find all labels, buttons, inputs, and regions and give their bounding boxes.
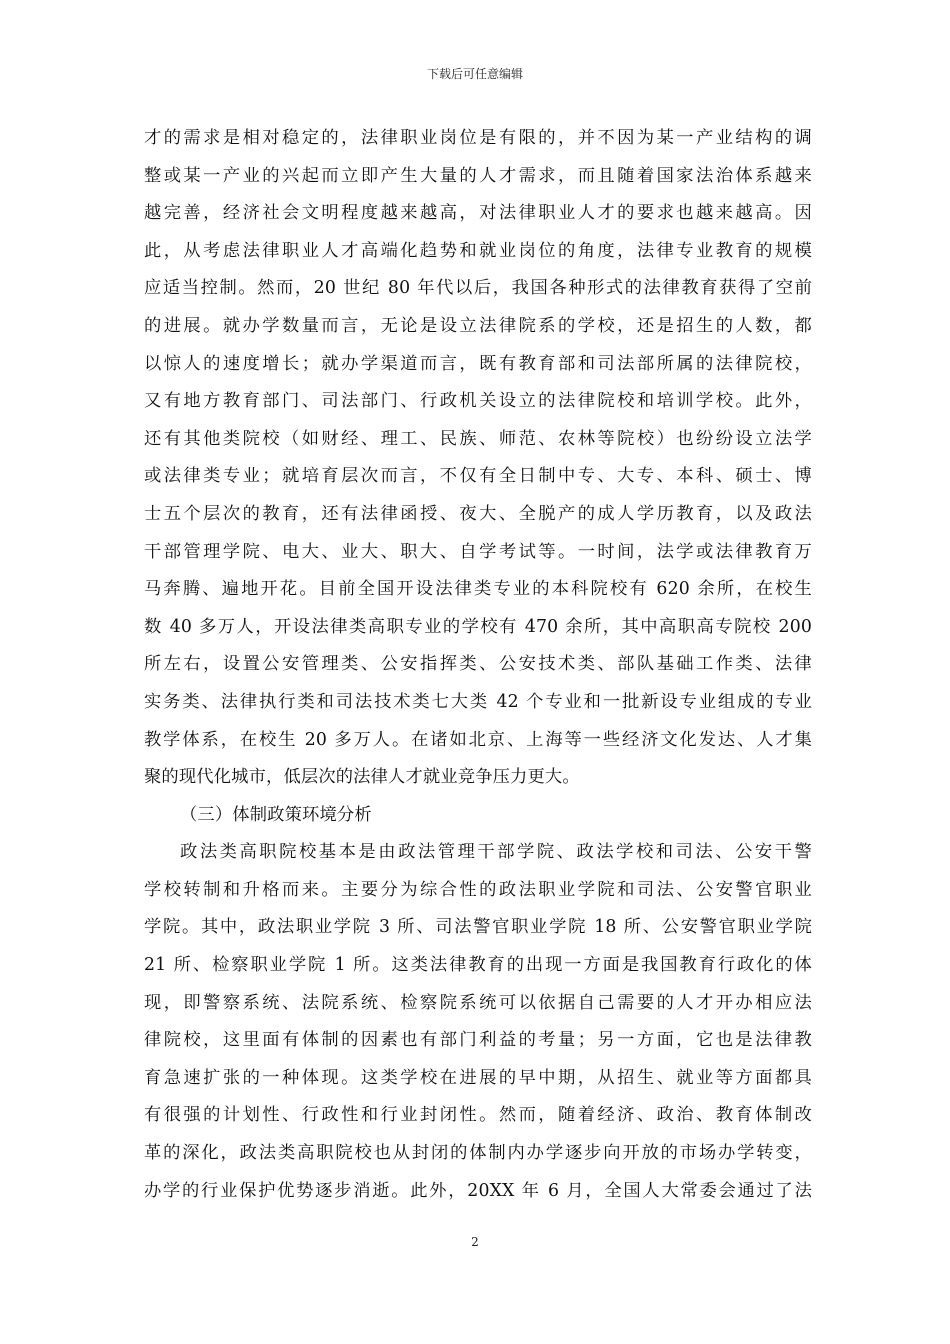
text-line: 才的需求是相对稳定的，法律职业岗位是有限的，并不因为某一产业结构的调 [144,128,812,148]
text-line: 数 40 多万人，开设法律类高职专业的学校有 470 余所，其中高职高专院校 200 [144,616,812,637]
text-line: 教学体系，在校生 20 多万人。在诸如北京、上海等一些经济文化发达、人才集 [144,729,812,750]
text-line: 学院。其中，政法职业学院 3 所、司法警官职业学院 18 所、公安警官职业学院 [144,917,812,938]
text-line: 学校转制和升格而来。主要分为综合性的政法职业学院和司法、公安警官职业 [144,879,812,900]
text-line: 整或某一产业的兴起而立即产生大量的人才需求，而且随着国家法治体系越来 [144,165,812,186]
text-line: 现，即警察系统、法院系统、检察院系统可以依据自己需要的人才开办相应法 [144,992,812,1013]
text-line: 21 所、检察职业学院 1 所。这类法律教育的出现一方面是我国教育行政化的体 [144,955,812,976]
text-line: 又有地方教育部门、司法部门、行政机关设立的法律院校和培训学校。此外， [144,391,812,412]
text-line: 革的深化，政法类高职院校也从封闭的体制内办学逐步向开放的市场办学转变， [144,1143,812,1164]
text-line: 以惊人的速度增长；就办学渠道而言，既有教育部和司法部所属的法律院校， [144,353,812,374]
text-line: 有很强的计划性、行政性和行业封闭性。然而，随着经济、政治、教育体制改 [144,1105,812,1126]
text-line: 此，从考虑法律职业人才高端化趋势和就业岗位的角度，法律专业教育的规模 [144,240,812,261]
text-line: 办学的行业保护优势逐步消逝。此外，20XX 年 6 月，全国人大常委会通过了法 [144,1180,812,1201]
text-line: 士五个层次的教育，还有法律函授、夜大、全脱产的成人学历教育，以及政法 [144,503,812,524]
page-header: 下载后可任意编辑 [426,67,523,81]
text-line: 聚的现代化城市，低层次的法律人才就业竞争压力更大。 [144,767,580,788]
text-line: 所左右，设置公安管理类、公安指挥类、公安技术类、部队基础工作类、法律 [144,654,812,675]
text-line: 还有其他类院校（如财经、理工、民族、师范、农林等院校）也纷纷设立法学 [144,428,812,449]
body-text [144,120,812,1210]
text-line: 越完善，经济社会文明程度越来越高，对法律职业人才的要求也越来越高。因 [144,203,812,224]
text-line: 育急速扩张的一种体现。这类学校在进展的早中期，从招生、就业等方面都具 [144,1067,812,1088]
text-line: 的进展。就办学数量而言，无论是设立法律院系的学校，还是招生的人数，都 [144,315,812,336]
text-line: 律院校，这里面有体制的因素也有部门利益的考量；另一方面，它也是法律教 [144,1030,812,1051]
text-line: 实务类、法律执行类和司法技术类七大类 42 个专业和一批新设专业组成的专业 [144,691,812,712]
text-line: 马奔腾、遍地开花。目前全国开设法律类专业的本科院校有 620 余所，在校生 [144,579,812,600]
text-line: 干部管理学院、电大、业大、职大、自学考试等。一时间，法学或法律教育万 [144,541,812,562]
section-heading: （三）体制政策环境分析 [180,804,372,825]
text-line: 应适当控制。然而，20 世纪 80 年代以后，我国各种形式的法律教育获得了空前 [144,278,812,299]
page-number: 2 [471,1235,479,1249]
text-line: 或法律类专业；就培育层次而言，不仅有全日制中专、大专、本科、硕士、博 [144,466,812,487]
text-line: 政法类高职院校基本是由政法管理干部学院、政法学校和司法、公安干警 [180,842,812,863]
